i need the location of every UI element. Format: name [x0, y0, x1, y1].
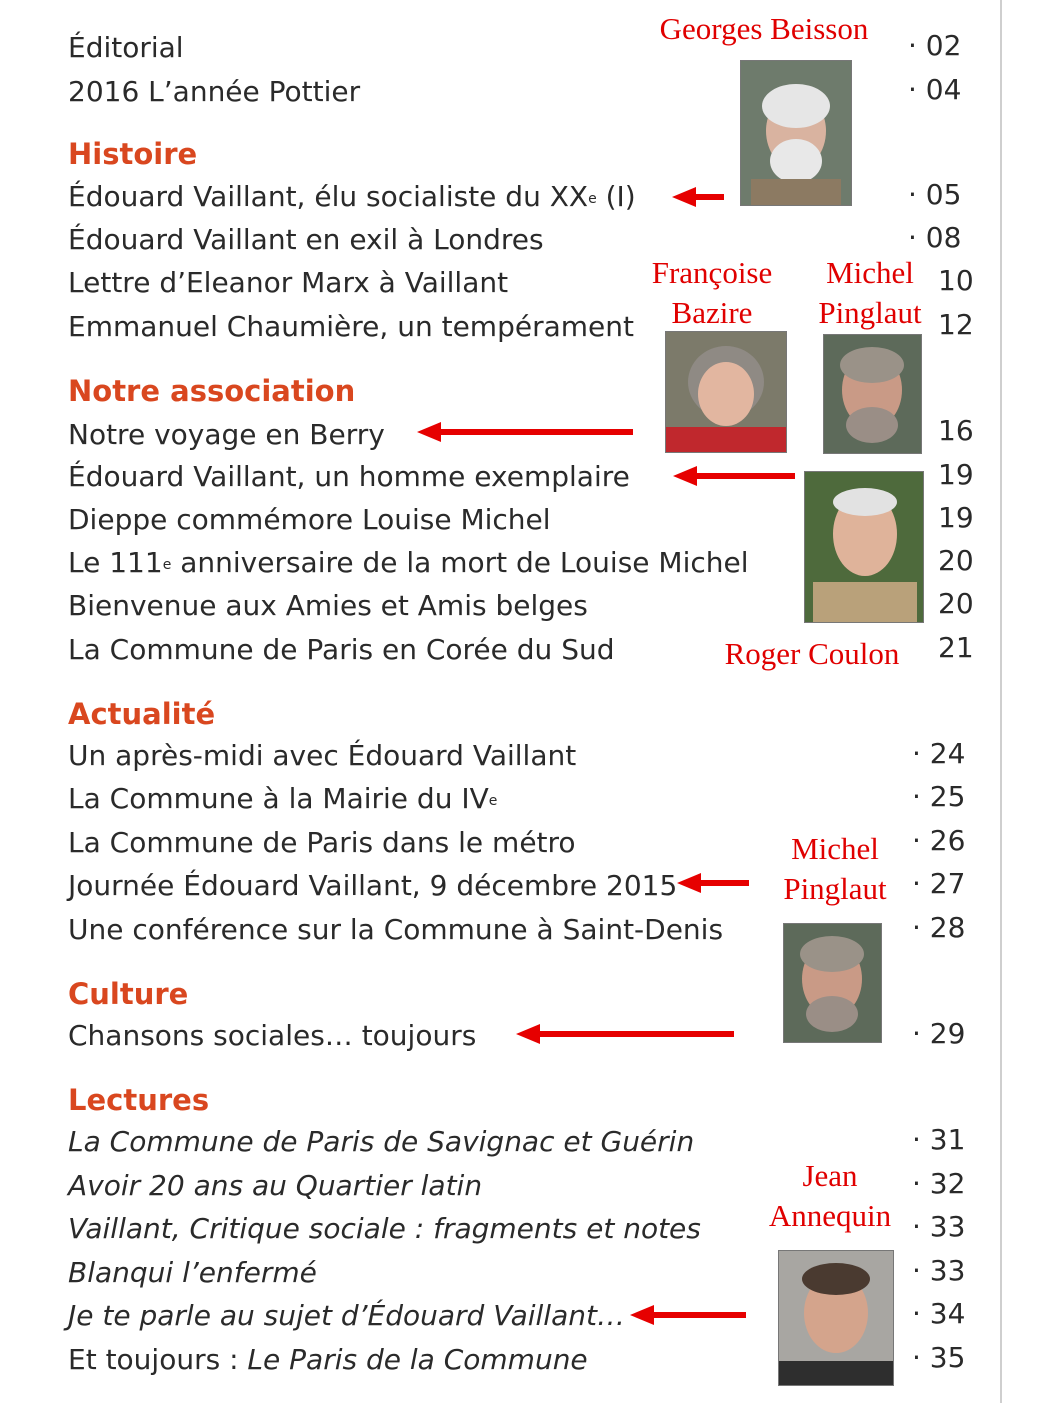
- toc-entry-title: Un après-midi avec Édouard Vaillant: [68, 739, 577, 772]
- toc-entry-title: La Commune de Paris dans le métro: [68, 826, 576, 859]
- toc-entry-editorial[interactable]: [68, 31, 184, 65]
- annotation-bazire-first: Françoise: [651, 255, 773, 290]
- toc-page-number: · 27: [912, 867, 966, 900]
- toc-entry-title: Et toujours :: [68, 1343, 248, 1376]
- toc-entry[interactable]: [68, 266, 508, 300]
- arrow-left-icon: [417, 422, 633, 442]
- toc-page-number: · 33: [912, 1254, 966, 1287]
- toc-entry[interactable]: [68, 310, 634, 344]
- toc-entry[interactable]: [68, 418, 385, 452]
- annotation-pinglaut-top-first: Michel: [826, 255, 914, 290]
- annotation-annequin-first: Jean: [802, 1158, 858, 1193]
- annotation-pinglaut-mid-last: Pinglaut: [783, 871, 887, 906]
- toc-page-number: · 26: [912, 824, 966, 857]
- toc-entry-annee-pottier[interactable]: [68, 75, 360, 109]
- section-heading-association: Notre association: [68, 374, 356, 408]
- toc-page-number: · 35: [912, 1341, 966, 1374]
- toc-page-number: 20: [938, 587, 974, 620]
- toc-page-number: · 31: [912, 1123, 966, 1156]
- arrow-left-icon: [516, 1024, 734, 1044]
- toc-entry-title: Une conférence sur la Commune à Saint-Denis: [68, 913, 724, 946]
- person-icon: [741, 61, 851, 205]
- toc-entry-title: Journée Édouard Vaillant, 9 décembre 2015: [68, 869, 678, 902]
- toc-entry-title: Chansons sociales… toujours: [68, 1019, 477, 1052]
- toc-page-number: · 34: [912, 1297, 966, 1330]
- portrait-photo-beisson: [740, 60, 852, 206]
- toc-entry[interactable]: [68, 1212, 701, 1246]
- portrait-photo-coulon: [804, 471, 924, 623]
- person-icon: [824, 335, 921, 453]
- toc-entry-title: La Commune de Paris de Savignac et Guérin: [68, 1125, 695, 1158]
- toc-page-number: 19: [938, 501, 974, 534]
- toc-page-number: · 33: [912, 1210, 966, 1243]
- section-heading-lectures: Lectures: [68, 1083, 210, 1117]
- toc-page-number: 16: [938, 414, 974, 447]
- toc-entry-title: Je te parle au sujet d’Édouard Vaillant…: [68, 1299, 625, 1332]
- annotation-coulon: Roger Coulon: [724, 636, 900, 671]
- toc-entry-title: Édouard Vaillant, un homme exemplaire: [68, 460, 630, 493]
- toc-page-number: · 32: [912, 1167, 966, 1200]
- toc-entry[interactable]: [68, 913, 723, 947]
- person-icon: [779, 1251, 893, 1385]
- section-heading-histoire: Histoire: [68, 137, 198, 171]
- toc-entry-italic: Le Paris de la Commune: [247, 1343, 588, 1376]
- toc-entry-title: Édouard Vaillant, élu socialiste du XX: [68, 180, 589, 213]
- arrow-left-icon: [673, 466, 795, 486]
- toc-page-number: 10: [938, 264, 974, 297]
- superscript: e: [488, 793, 498, 809]
- person-icon: [805, 472, 923, 622]
- toc-page-number: 19: [938, 458, 974, 491]
- arrow-left-icon: [677, 873, 749, 893]
- arrow-left-icon: [630, 1305, 746, 1325]
- toc-entry-title: Avoir 20 ans au Quartier latin: [68, 1169, 483, 1202]
- toc-entry-title: Éditorial: [68, 31, 184, 64]
- toc-entry-title: Bienvenue aux Amies et Amis belges: [68, 589, 588, 622]
- toc-entry[interactable]: [68, 589, 588, 623]
- annotation-pinglaut-top-last: Pinglaut: [818, 295, 922, 330]
- portrait-photo-pinglaut-mid: [783, 923, 882, 1043]
- arrow-left-icon: [672, 187, 724, 207]
- page-edge-rule: [1000, 0, 1002, 1403]
- person-icon: [784, 924, 881, 1042]
- toc-entry[interactable]: [68, 633, 615, 667]
- section-heading-actualite: Actualité: [68, 697, 216, 731]
- toc-entry-title: Dieppe commémore Louise Michel: [68, 503, 551, 536]
- toc-entry[interactable]: [68, 503, 551, 537]
- toc-entry[interactable]: [68, 782, 497, 816]
- toc-entry-title: Le 111: [68, 546, 163, 579]
- toc-page-number: · 25: [912, 780, 966, 813]
- toc-entry[interactable]: [68, 223, 544, 257]
- toc-entry-title: Lettre d’Eleanor Marx à Vaillant: [68, 266, 509, 299]
- person-icon: [666, 332, 786, 452]
- toc-entry-title: Vaillant, Critique sociale : fragments et notes: [68, 1212, 701, 1245]
- toc-entry-suffix: anniversaire de la mort de Louise Michel: [171, 546, 749, 579]
- toc-page-number: · 02: [908, 29, 962, 62]
- toc-page-number: · 05: [908, 178, 962, 211]
- toc-entry-title: La Commune de Paris en Corée du Sud: [68, 633, 615, 666]
- toc-entry-title: Blanqui l’enfermé: [68, 1256, 317, 1289]
- annotation-pinglaut-mid-first: Michel: [791, 831, 879, 866]
- toc-page-number: 21: [938, 631, 974, 664]
- toc-entry[interactable]: [68, 546, 749, 580]
- toc-entry-title: 2016 L’année Pottier: [68, 75, 361, 108]
- toc-entry[interactable]: [68, 1125, 694, 1159]
- toc-entry[interactable]: [68, 739, 576, 773]
- annotation-beisson: Georges Beisson: [659, 11, 869, 46]
- toc-entry-title: La Commune à la Mairie du IV: [68, 782, 489, 815]
- toc-entry[interactable]: [68, 1299, 625, 1333]
- toc-page-number: 20: [938, 544, 974, 577]
- portrait-photo-pinglaut-top: [823, 334, 922, 454]
- toc-entry[interactable]: [68, 1019, 476, 1053]
- toc-page-number: · 28: [912, 911, 966, 944]
- toc-entry[interactable]: [68, 1169, 482, 1203]
- toc-entry[interactable]: [68, 826, 576, 860]
- section-heading-culture: Culture: [68, 977, 189, 1011]
- annotation-bazire-last: Bazire: [671, 295, 753, 330]
- toc-entry-title: Notre voyage en Berry: [68, 418, 385, 451]
- toc-entry[interactable]: [68, 1256, 317, 1290]
- toc-page-number: · 04: [908, 73, 962, 106]
- toc-entry-title: Édouard Vaillant en exil à Londres: [68, 223, 544, 256]
- toc-page-number: · 29: [912, 1017, 966, 1050]
- toc-entry[interactable]: [68, 180, 636, 214]
- toc-entry[interactable]: [68, 1343, 588, 1377]
- toc-entry-suffix: (I): [596, 180, 636, 213]
- toc-entry-title: Emmanuel Chaumière, un tempérament: [68, 310, 634, 343]
- portrait-photo-bazire: [665, 331, 787, 453]
- superscript: e: [162, 557, 172, 573]
- toc-page-number: 12: [938, 308, 974, 341]
- superscript: e: [588, 191, 597, 207]
- toc-entry[interactable]: [68, 869, 677, 903]
- portrait-photo-annequin: [778, 1250, 894, 1386]
- toc-entry[interactable]: [68, 460, 630, 494]
- toc-page-number: · 08: [908, 221, 962, 254]
- toc-page-number: · 24: [912, 737, 966, 770]
- annotation-annequin-last: Annequin: [768, 1198, 892, 1233]
